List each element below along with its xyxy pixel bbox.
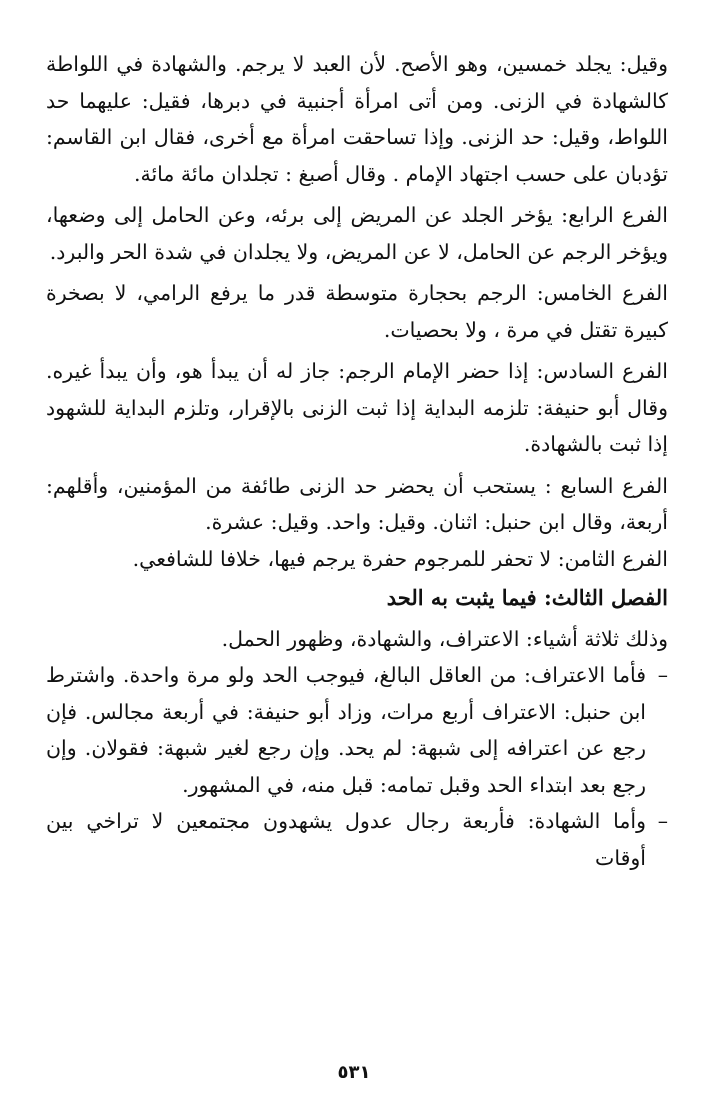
- list-item: [46, 657, 668, 803]
- list-item-text: وأما الشهادة: فأربعة رجال عدول يشهدون مجتمعين لا تراخي بين أوقات: [46, 809, 646, 870]
- page-body: [46, 46, 668, 1046]
- text-paragraph: الفرع السادس: إذا حضر الإمام الرجم: جاز له أن يبدأ هو، وأن يبدأ غيره. وقال أبو حنيفة: تلزمه البداية إذا ثبت الزنى بالإقرار، وتلزم البداية للشهود إذا ثبت بالشهادة.: [46, 359, 668, 456]
- section-heading: الفصل الثالث: فيما يثبت به الحد: [386, 585, 668, 610]
- intro-paragraph: وذلك ثلاثة أشياء: الاعتراف، والشهادة، وظهور الحمل.: [221, 626, 668, 651]
- text-paragraph: الفرع الرابع: يؤخر الجلد عن المريض إلى برئه، وعن الحامل إلى وضعها، ويؤخر الرجم عن الحامل، لا عن المريض، ولا يجلدان في شدة الحر والبرد.: [46, 203, 668, 264]
- text-paragraph: الفرع الثامن: لا تحفر للمرجوم حفرة يرجم فيها، خلافا للشافعي.: [132, 546, 668, 571]
- text-paragraph: وقيل: يجلد خمسين، وهو الأصح. لأن العبد لا يرجم. والشهادة في اللواطة كالشهادة في الزنى. ومن أتى امرأة أجنبية في دبرها، فقيل: عليهما حد اللواط، وقيل: حد الزنى. وإذا تساحقت امرأة مع أخرى، فقال ابن القاسم: تؤدبان على حسب اجتهاد الإمام . وقال أصبغ : تجلدان مائة مائة.: [46, 52, 668, 186]
- dash-marker: –: [657, 809, 668, 833]
- dash-marker: –: [657, 663, 668, 687]
- list-item-text: فأما الاعتراف: من العاقل البالغ، فيوجب الحد ولو مرة واحدة. واشترط ابن حنبل: الاعتراف أربع مرات، وزاد أبو حنيفة: في أربعة مجالس. فإن رجع عن اعترافه إلى شبهة: لم يحد. وإن رجع لغير شبهة: فقولان. وإن رجع بعد ابتداء الحد وقبل تمامه: قبل منه، في المشهور.: [46, 663, 646, 797]
- text-paragraph: الفرع الخامس: الرجم بحجارة متوسطة قدر ما يرفع الرامي، لا بصخرة كبيرة تقتل في مرة ، ولا بحصيات.: [46, 281, 668, 342]
- text-paragraph: الفرع السابع : يستحب أن يحضر حد الزنى طائفة من المؤمنين، وأقلهم: أربعة، وقال ابن حنبل: اثنان. وقيل: واحد. وقيل: عشرة.: [46, 473, 668, 534]
- page-number: ٥٣١: [337, 1062, 371, 1083]
- list-item: [46, 803, 668, 876]
